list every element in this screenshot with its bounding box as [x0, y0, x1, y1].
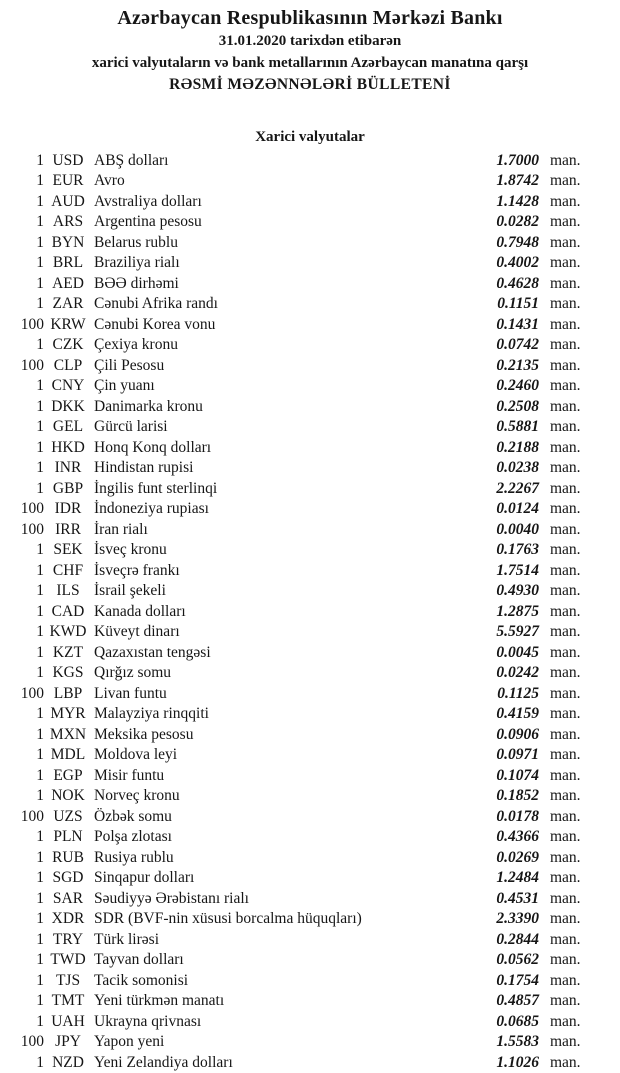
currency-name: Tayvan dolları	[94, 951, 184, 968]
currency-quantity: 100	[20, 1033, 44, 1050]
currency-quantity: 1	[36, 623, 44, 640]
currency-unit: man.	[550, 295, 581, 312]
currency-quantity: 100	[20, 315, 44, 333]
currency-rate: 1.7514	[496, 561, 539, 579]
currency-code: SAR	[52, 889, 84, 907]
currency-name: SDR (BVF-nin xüsusi borcalma hüquqları)	[94, 910, 362, 927]
currency-unit: man.	[550, 602, 581, 620]
currency-quantity: 100	[20, 520, 44, 538]
table-row	[0, 725, 620, 746]
currency-code: KZT	[52, 643, 84, 661]
currency-quantity: 1	[36, 438, 44, 456]
currency-unit: man.	[550, 971, 581, 989]
table-row	[0, 622, 620, 643]
currency-code: BRL	[52, 254, 84, 271]
currency-quantity: 1	[36, 828, 44, 845]
currency-name: Livan funtu	[94, 684, 167, 702]
currency-rate: 0.4531	[496, 889, 539, 907]
currency-code: JPY	[55, 1033, 81, 1050]
currency-unit: man.	[550, 172, 581, 189]
currency-unit: man.	[550, 910, 581, 927]
currency-name: Honq Konq dolları	[94, 438, 212, 456]
currency-unit: man.	[550, 254, 581, 271]
currency-code: RUB	[52, 848, 84, 866]
currency-code: CZK	[52, 336, 84, 353]
currency-quantity: 1	[36, 643, 44, 661]
currency-rate: 0.1074	[496, 766, 539, 784]
currency-rate: 0.2135	[496, 356, 539, 374]
currency-name: Gürcü larisi	[94, 418, 168, 435]
currency-rate: 0.2508	[496, 397, 539, 415]
table-row	[0, 1032, 620, 1053]
currency-quantity: 1	[36, 1053, 44, 1071]
table-row	[0, 745, 620, 766]
currency-name: Səudiyyə Ərəbistanı rialı	[94, 889, 249, 907]
currency-quantity: 1	[36, 582, 44, 599]
currency-unit: man.	[550, 192, 581, 210]
currency-unit: man.	[550, 684, 581, 702]
currency-name: Sinqapur dolları	[94, 869, 195, 886]
currency-rate: 0.4159	[496, 705, 539, 722]
currency-rate: 0.4366	[496, 828, 539, 845]
bank-title: Azərbaycan Respublikasının Mərkəzi Bankı	[117, 7, 503, 29]
currency-unit: man.	[550, 397, 581, 415]
table-row	[0, 786, 620, 807]
currency-rate: 0.0124	[496, 500, 539, 517]
currency-quantity: 100	[20, 807, 44, 825]
currency-rate: 0.2188	[496, 438, 539, 456]
table-row	[0, 971, 620, 992]
table-row	[0, 889, 620, 910]
currency-unit: man.	[550, 541, 581, 558]
currency-rate: 0.0971	[496, 746, 539, 763]
currency-name: Küveyt dinarı	[94, 623, 180, 640]
table-row	[0, 274, 620, 295]
currency-code: HKD	[51, 438, 85, 456]
currency-quantity: 1	[36, 746, 44, 763]
section-title-foreign-currencies: Xarici valyutalar	[255, 128, 365, 145]
currency-name: Özbək somu	[94, 807, 172, 825]
currency-unit: man.	[550, 582, 581, 599]
currency-rate: 0.0269	[496, 848, 539, 866]
table-row	[0, 950, 620, 971]
currency-unit: man.	[550, 438, 581, 456]
currency-rate: 0.0178	[496, 807, 539, 825]
table-row	[0, 520, 620, 541]
currency-unit: man.	[550, 869, 581, 886]
table-row	[0, 397, 620, 418]
currency-code: GEL	[52, 418, 84, 435]
currency-rate: 2.2267	[496, 479, 539, 497]
table-row	[0, 438, 620, 459]
effective-date-line: 31.01.2020 tarixdən etibarən	[218, 33, 402, 49]
currency-name: İsveçrə frankı	[94, 561, 180, 579]
table-row	[0, 663, 620, 684]
currency-code: AED	[52, 274, 84, 292]
currency-name: Qazaxıstan tengəsi	[94, 643, 211, 661]
currency-name: Yapon yeni	[94, 1033, 165, 1050]
currency-code: ILS	[56, 582, 80, 599]
currency-name: Çin yuanı	[94, 377, 155, 394]
currency-unit: man.	[550, 848, 581, 866]
currency-unit: man.	[550, 1033, 581, 1050]
currency-quantity: 1	[36, 725, 44, 743]
currency-name: Yeni Zelandiya dolları	[94, 1053, 233, 1071]
currency-name: Braziliya rialı	[94, 254, 180, 271]
currency-quantity: 1	[36, 295, 44, 312]
currency-rate: 0.1151	[497, 295, 539, 312]
currency-quantity: 100	[20, 500, 44, 517]
currency-unit: man.	[550, 1053, 581, 1071]
currency-unit: man.	[550, 459, 581, 476]
currency-rate: 1.2484	[496, 869, 539, 886]
currency-unit: man.	[550, 664, 581, 681]
currency-code: LBP	[53, 684, 83, 702]
currency-name: Çexiya kronu	[94, 336, 178, 353]
currency-quantity: 1	[36, 1012, 44, 1030]
currency-unit: man.	[550, 377, 581, 394]
currency-code: MYR	[50, 705, 86, 722]
currency-rate: 0.1125	[497, 684, 539, 702]
table-row	[0, 479, 620, 500]
currency-code: KWD	[49, 623, 87, 640]
currency-code: GBP	[52, 479, 84, 497]
currency-code: SEK	[53, 541, 83, 558]
currency-unit: man.	[550, 746, 581, 763]
currency-quantity: 1	[36, 705, 44, 722]
table-row	[0, 315, 620, 336]
subtitle-line: xarici valyutaların və bank metallarının Azərbaycan manatına qarşı	[91, 54, 529, 71]
currency-code: DKK	[51, 397, 85, 415]
currency-rate: 0.0906	[496, 725, 539, 743]
currency-unit: man.	[550, 336, 581, 353]
table-row	[0, 909, 620, 930]
currency-quantity: 1	[36, 459, 44, 476]
currency-rate: 0.0562	[496, 951, 539, 968]
currency-quantity: 1	[36, 336, 44, 353]
table-row	[0, 1012, 620, 1033]
currency-name: Kanada dolları	[94, 602, 186, 620]
currency-unit: man.	[550, 418, 581, 435]
currency-unit: man.	[550, 315, 581, 333]
currency-name: Argentina pesosu	[94, 213, 202, 230]
currency-unit: man.	[550, 500, 581, 517]
currency-quantity: 100	[20, 356, 44, 374]
currency-quantity: 1	[36, 971, 44, 989]
currency-rate: 0.0242	[496, 664, 539, 681]
table-row	[0, 868, 620, 889]
currency-code: CLP	[53, 356, 83, 374]
currency-quantity: 1	[36, 602, 44, 620]
currency-unit: man.	[550, 356, 581, 374]
currency-code: EUR	[52, 172, 84, 189]
currency-name: Polşa zlotası	[94, 828, 172, 845]
currency-name: Çili Pesosu	[94, 356, 165, 374]
currency-code: CNY	[51, 377, 85, 394]
currency-code: MDL	[50, 746, 86, 763]
currency-code: USD	[52, 151, 84, 169]
table-row	[0, 1053, 620, 1073]
table-row	[0, 581, 620, 602]
bulletin-header	[0, 0, 620, 96]
currency-name: Cənubi Korea vonu	[94, 315, 216, 333]
currency-code: ZAR	[52, 295, 84, 312]
table-row	[0, 643, 620, 664]
currency-rate: 0.4628	[496, 274, 539, 292]
currency-unit: man.	[550, 233, 581, 251]
currency-quantity: 1	[36, 930, 44, 948]
currency-rate: 0.1852	[496, 787, 539, 804]
currency-quantity: 1	[36, 213, 44, 230]
currency-code: BYN	[51, 233, 85, 251]
currency-name: Meksika pesosu	[94, 725, 194, 743]
currency-quantity: 1	[36, 233, 44, 251]
currency-name: Norveç kronu	[94, 787, 180, 804]
currency-name: Türk lirəsi	[94, 930, 159, 948]
currency-name: Danimarka kronu	[94, 397, 203, 415]
currency-name: Misir funtu	[94, 766, 165, 784]
currency-name: Moldova leyi	[94, 746, 178, 763]
currency-quantity: 1	[36, 397, 44, 415]
currency-rate: 0.0238	[496, 459, 539, 476]
table-row	[0, 602, 620, 623]
table-row	[0, 233, 620, 254]
currency-unit: man.	[550, 520, 581, 538]
currency-name: Rusiya rublu	[94, 848, 174, 866]
currency-code: SGD	[52, 869, 84, 886]
currency-code: KGS	[52, 664, 84, 681]
currency-name: İsrail şekeli	[94, 582, 166, 599]
currency-unit: man.	[550, 951, 581, 968]
currency-code: IDR	[54, 500, 82, 517]
currency-quantity: 1	[36, 766, 44, 784]
currency-name: İsveç kronu	[94, 541, 167, 558]
currency-name: BƏƏ dirhəmi	[94, 274, 179, 292]
currency-quantity: 1	[36, 274, 44, 292]
currency-rate: 0.2844	[496, 930, 539, 948]
currency-quantity: 1	[36, 561, 44, 579]
currency-unit: man.	[550, 828, 581, 845]
currency-code: UZS	[53, 807, 83, 825]
currency-code: KRW	[50, 315, 86, 333]
currency-rate: 5.5927	[496, 623, 539, 640]
table-row	[0, 335, 620, 356]
currency-rate: 1.2875	[496, 602, 539, 620]
currency-code: TRY	[52, 930, 84, 948]
currency-quantity: 1	[36, 848, 44, 866]
table-row	[0, 212, 620, 233]
currency-name: Avro	[94, 172, 125, 189]
table-row	[0, 294, 620, 315]
currency-name: Ukrayna qrivnası	[94, 1012, 202, 1030]
currency-rate: 0.2460	[496, 377, 539, 394]
currency-rate: 0.1763	[496, 541, 539, 558]
currency-name: Avstraliya dolları	[94, 192, 202, 210]
currency-name: Cənubi Afrika randı	[94, 295, 218, 312]
currency-quantity: 1	[36, 951, 44, 968]
bulletin-title: RƏSMİ MƏZƏNNƏLƏRİ BÜLLETENİ	[169, 76, 451, 93]
currency-unit: man.	[550, 807, 581, 825]
currency-quantity: 100	[20, 684, 44, 702]
currency-quantity: 1	[36, 992, 44, 1009]
currency-name: Malayziya rinqqiti	[94, 705, 209, 722]
currency-name: ABŞ dolları	[94, 151, 169, 169]
currency-quantity: 1	[36, 541, 44, 558]
currency-unit: man.	[550, 930, 581, 948]
currency-code: ARS	[52, 213, 84, 230]
table-row	[0, 684, 620, 705]
currency-quantity: 1	[36, 479, 44, 497]
currency-name: İran rialı	[94, 520, 148, 538]
currency-unit: man.	[550, 889, 581, 907]
currency-code: INR	[54, 459, 82, 476]
currency-quantity: 1	[36, 910, 44, 927]
currency-rate: 0.4930	[496, 582, 539, 599]
currency-name: İngilis funt sterlinqi	[94, 479, 218, 497]
currency-rate: 1.5583	[496, 1033, 539, 1050]
currency-code: IRR	[55, 520, 81, 538]
currency-code: NOK	[51, 787, 85, 804]
currency-quantity: 1	[36, 418, 44, 435]
table-row	[0, 376, 620, 397]
currency-unit: man.	[550, 643, 581, 661]
currency-rate: 0.1431	[496, 315, 539, 333]
table-row	[0, 458, 620, 479]
currency-code: UAH	[51, 1012, 85, 1030]
currency-unit: man.	[550, 766, 581, 784]
currency-rate: 2.3390	[496, 910, 539, 927]
table-row	[0, 253, 620, 274]
currency-unit: man.	[550, 274, 581, 292]
currency-code: AUD	[51, 192, 85, 210]
currency-name: Tacik somonisi	[94, 971, 189, 989]
table-row	[0, 991, 620, 1012]
currency-quantity: 1	[36, 787, 44, 804]
currency-unit: man.	[550, 787, 581, 804]
currency-unit: man.	[550, 561, 581, 579]
currency-quantity: 1	[36, 377, 44, 394]
currency-unit: man.	[550, 725, 581, 743]
currency-rate: 1.1026	[496, 1053, 539, 1071]
table-row	[0, 766, 620, 787]
currency-rate: 0.0742	[496, 336, 539, 353]
currency-quantity: 1	[36, 192, 44, 210]
currency-rate: 0.0685	[496, 1012, 539, 1030]
currency-code: TMT	[51, 992, 85, 1009]
table-row	[0, 356, 620, 377]
currency-name: Belarus rublu	[94, 233, 178, 251]
currency-quantity: 1	[36, 151, 44, 169]
currency-code: EGP	[53, 766, 83, 784]
currency-quantity: 1	[36, 254, 44, 271]
currency-name: Qırğız somu	[94, 664, 172, 681]
currency-quantity: 1	[36, 664, 44, 681]
currency-rate: 0.4002	[496, 254, 539, 271]
currency-code: CHF	[52, 561, 84, 579]
currency-unit: man.	[550, 479, 581, 497]
currency-name: Hindistan rupisi	[94, 459, 194, 476]
rates-table	[0, 151, 620, 1073]
table-row	[0, 930, 620, 951]
currency-name: İndoneziya rupiası	[94, 500, 209, 517]
currency-rate: 0.4857	[496, 992, 539, 1009]
currency-code: CAD	[51, 602, 85, 620]
table-row	[0, 561, 620, 582]
currency-unit: man.	[550, 705, 581, 722]
table-row	[0, 807, 620, 828]
currency-rate: 1.1428	[496, 192, 539, 210]
currency-quantity: 1	[36, 869, 44, 886]
table-row	[0, 192, 620, 213]
table-row	[0, 417, 620, 438]
table-row	[0, 151, 620, 172]
table-row	[0, 540, 620, 561]
currency-code: XDR	[51, 910, 85, 927]
currency-name: Yeni türkmən manatı	[94, 992, 225, 1009]
table-row	[0, 827, 620, 848]
currency-quantity: 1	[36, 889, 44, 907]
currency-rate: 0.7948	[496, 233, 539, 251]
currency-unit: man.	[550, 151, 581, 169]
currency-rate: 1.7000	[496, 151, 539, 169]
currency-rate: 0.0045	[496, 643, 539, 661]
table-row	[0, 704, 620, 725]
table-row	[0, 499, 620, 520]
table-row	[0, 171, 620, 192]
currency-rate: 0.1754	[496, 971, 539, 989]
currency-code: PLN	[53, 828, 83, 845]
table-row	[0, 848, 620, 869]
currency-unit: man.	[550, 992, 581, 1009]
currency-code: MXN	[49, 725, 87, 743]
currency-code: NZD	[52, 1053, 84, 1071]
currency-unit: man.	[550, 1012, 581, 1030]
currency-unit: man.	[550, 623, 581, 640]
currency-unit: man.	[550, 213, 581, 230]
currency-rate: 0.0040	[496, 520, 539, 538]
currency-rate: 0.5881	[496, 418, 539, 435]
currency-code: TWD	[50, 951, 86, 968]
currency-code: TJS	[55, 971, 81, 989]
currency-quantity: 1	[36, 172, 44, 189]
currency-rate: 0.0282	[496, 213, 539, 230]
currency-rate: 1.8742	[496, 172, 539, 189]
